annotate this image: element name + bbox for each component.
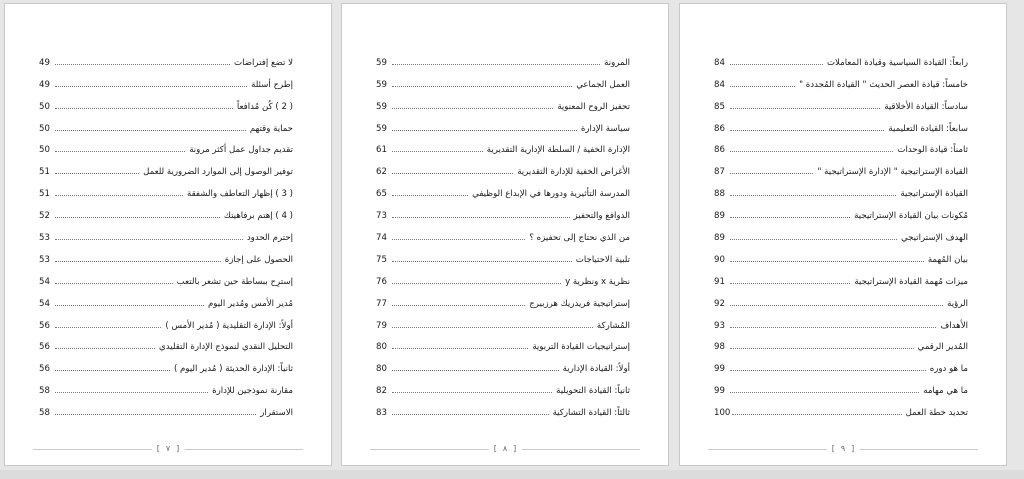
dot-leader (392, 261, 572, 262)
toc-entry[interactable] (714, 134, 968, 156)
toc-entry-page-number: 65 (376, 189, 387, 200)
toc-entry-page-number: 86 (714, 145, 725, 156)
toc-entry-page-number: 50 (39, 145, 50, 156)
toc-entry-page-number: 80 (376, 342, 387, 353)
dot-leader (55, 283, 173, 284)
toc-entry-page-number: 83 (376, 408, 387, 419)
toc-entry[interactable] (39, 243, 293, 265)
toc-entry-page-number: 50 (39, 123, 50, 134)
toc-entry-page-number: 49 (39, 57, 50, 68)
dot-leader (732, 414, 901, 415)
page-number: [ ٧ ] (152, 442, 185, 456)
toc-entry-page-number: 59 (376, 123, 387, 134)
toc-entry[interactable] (376, 46, 630, 68)
dot-leader (730, 151, 893, 152)
toc-entry-page-number: 100 (714, 408, 731, 419)
toc-entry-page-number: 59 (376, 57, 387, 68)
toc-entry-title: المرونة (604, 57, 630, 68)
dot-leader (55, 370, 170, 371)
toc-entry[interactable] (714, 352, 968, 374)
dot-leader (55, 86, 247, 87)
dot-leader (392, 217, 570, 218)
toc-entry-title: القيادة الإستراتيجية (900, 189, 968, 200)
dot-leader (730, 130, 884, 131)
dot-leader (730, 173, 813, 174)
toc-entry[interactable] (376, 265, 630, 287)
toc-list (714, 46, 968, 418)
toc-entry-page-number: 91 (714, 276, 725, 287)
toc-entry-title: ثامناً: قيادة الوحدات (897, 145, 968, 156)
page-number: [ ٩ ] (827, 442, 860, 456)
dot-leader (55, 414, 256, 415)
toc-entry[interactable] (376, 331, 630, 353)
dot-leader (392, 130, 577, 131)
toc-entry-page-number: 93 (714, 320, 725, 331)
dot-leader (392, 239, 525, 240)
dot-leader (730, 64, 823, 65)
toc-entry-title: تحديد خطة العمل (905, 408, 968, 419)
toc-entry[interactable] (714, 112, 968, 134)
toc-entry-title: ما هو دوره (929, 364, 968, 375)
toc-entry[interactable] (714, 396, 968, 418)
toc-entry-title: الأغراض الخفية للإدارة التقديرية (517, 167, 630, 178)
dot-leader (392, 414, 549, 415)
toc-entry-title: المُدير الرقمي (917, 342, 968, 353)
toc-entry[interactable] (714, 46, 968, 68)
toc-entry-page-number: 51 (39, 167, 50, 178)
toc-entry-title: مقارنة نموذجين للإدارة (212, 386, 293, 397)
dot-leader (730, 305, 943, 306)
toc-entry-title: الإدارة الخفية / السلطة الإدارية التقديرية (486, 145, 630, 156)
toc-entry-title: الحصول على إجازة (224, 254, 293, 265)
toc-list (39, 46, 293, 418)
toc-list (376, 46, 630, 418)
toc-entry-title: الاستقرار (260, 408, 293, 419)
toc-entry[interactable] (376, 90, 630, 112)
page-number: [ ٨ ] (489, 442, 522, 456)
toc-entry-title: المدرسة التأثيرية ودورها في الإبداع الوظيفي (472, 189, 630, 200)
toc-entry-title: ميزات مُهمة القيادة الإستراتيجية (854, 276, 968, 287)
toc-entry[interactable] (714, 221, 968, 243)
toc-entry-page-number: 90 (714, 254, 725, 265)
toc-entry-title: سياسة الإدارة (580, 123, 630, 134)
toc-entry[interactable] (39, 199, 293, 221)
toc-entry-page-number: 52 (39, 211, 50, 222)
toc-entry-page-number: 49 (39, 79, 50, 90)
toc-entry-title: الرؤية (947, 298, 968, 309)
toc-entry[interactable] (376, 243, 630, 265)
dot-leader (730, 327, 936, 328)
toc-entry-title: القيادة الإستراتيجية " الإدارة الإستراتيجية " (817, 167, 968, 178)
toc-entry[interactable] (39, 46, 293, 68)
toc-entry[interactable] (376, 309, 630, 331)
dot-leader (392, 392, 552, 393)
toc-entry-page-number: 99 (714, 364, 725, 375)
toc-entry-page-number: 56 (39, 320, 50, 331)
toc-entry-page-number: 84 (714, 57, 725, 68)
dot-leader (730, 217, 850, 218)
toc-entry-title: الهدف الإستراتيجي (900, 233, 968, 244)
toc-entry-title: إستراتيجية فريدريك هرزبيرج (529, 298, 630, 309)
toc-entry[interactable] (714, 90, 968, 112)
toc-entry-page-number: 59 (376, 79, 387, 90)
page-footer (370, 442, 640, 456)
toc-entry-page-number: 56 (39, 364, 50, 375)
toc-entry[interactable] (39, 374, 293, 396)
toc-entry[interactable] (714, 265, 968, 287)
toc-entry-page-number: 76 (376, 276, 387, 287)
toc-entry-page-number: 85 (714, 101, 725, 112)
toc-entry-title: أولاً: القيادة الإدارية (562, 364, 630, 375)
toc-entry[interactable] (39, 112, 293, 134)
toc-entry-page-number: 84 (714, 79, 725, 90)
toc-entry[interactable] (39, 287, 293, 309)
toc-entry-title: ثانياً: القيادة التحويلية (556, 386, 630, 397)
toc-entry-page-number: 61 (376, 145, 387, 156)
dot-leader (730, 86, 795, 87)
toc-entry-page-number: 54 (39, 298, 50, 309)
toc-entry-title: الدوافع والتحفيز (573, 211, 630, 222)
dot-leader (55, 392, 208, 393)
dot-leader (392, 305, 525, 306)
dot-leader (392, 173, 513, 174)
toc-entry[interactable] (376, 155, 630, 177)
toc-entry-page-number: 89 (714, 211, 725, 222)
toc-entry-title: العمل الجماعي (576, 79, 630, 90)
toc-entry-title: أولاً: الإدارة التقليدية ( مُدير الأمس ) (165, 320, 293, 331)
dot-leader (55, 327, 161, 328)
dot-leader (730, 239, 897, 240)
toc-page-middle (341, 3, 669, 466)
dot-leader (730, 370, 926, 371)
page-footer (708, 442, 978, 456)
toc-entry-title: ( 2 ) كُن مُدافعاً (236, 101, 293, 112)
toc-entry[interactable] (714, 374, 968, 396)
toc-entry[interactable] (39, 90, 293, 112)
toc-entry[interactable] (714, 287, 968, 309)
dot-leader (55, 239, 243, 240)
dot-leader (730, 195, 896, 196)
toc-entry-title: ( 3 ) إظهار التعاطف والشفقة (186, 189, 293, 200)
dot-leader (392, 283, 561, 284)
toc-entry[interactable] (376, 352, 630, 374)
toc-entry-page-number: 87 (714, 167, 725, 178)
toc-entry[interactable] (714, 331, 968, 353)
toc-entry-title: خامساً: قيادة العصر الحديث " القيادة المُجددة " (799, 79, 968, 90)
toc-entry-page-number: 79 (376, 320, 387, 331)
toc-entry[interactable] (39, 331, 293, 353)
dot-leader (730, 348, 914, 349)
toc-entry-title: حماية وقتهم (249, 123, 293, 134)
toc-entry-page-number: 80 (376, 364, 387, 375)
toc-entry-title: لا تضع إفتراضات (233, 57, 293, 68)
toc-entry-title: الأهداف (940, 320, 968, 331)
dot-leader (55, 64, 230, 65)
toc-entry-page-number: 53 (39, 233, 50, 244)
toc-entry-title: سادساً: القيادة الأخلاقية (884, 101, 968, 112)
toc-entry-page-number: 73 (376, 211, 387, 222)
toc-entry[interactable] (376, 374, 630, 396)
toc-entry-title: من الذي نحتاج إلى تحفيزه ؟ (529, 233, 630, 244)
toc-entry-title: إطرح أسئلة (251, 79, 293, 90)
dot-leader (392, 348, 528, 349)
toc-entry-title: إستراتيجيات القيادة التربوية (532, 342, 630, 353)
horizontal-scrollbar[interactable] (0, 470, 1024, 479)
toc-entry[interactable] (39, 177, 293, 199)
toc-entry[interactable] (376, 199, 630, 221)
toc-entry-page-number: 99 (714, 386, 725, 397)
toc-entry[interactable] (714, 155, 968, 177)
toc-entry-title: التحليل النقدي لنموذج الإدارة التقليدي (159, 342, 293, 353)
dot-leader (55, 217, 220, 218)
dot-leader (55, 348, 155, 349)
toc-entry-title: تقديم جداول عمل أكثر مرونة (189, 145, 293, 156)
toc-entry[interactable] (39, 155, 293, 177)
toc-entry-title: بيان المُهمة (927, 254, 968, 265)
toc-entry[interactable] (39, 134, 293, 156)
toc-entry[interactable] (376, 287, 630, 309)
toc-entry[interactable] (714, 199, 968, 221)
toc-entry-title: إسترِح ببساطة حين تشعر بالتعب (176, 276, 293, 287)
toc-entry-page-number: 59 (376, 101, 387, 112)
toc-entry-page-number: 74 (376, 233, 387, 244)
toc-page-right (679, 3, 1007, 466)
toc-entry[interactable] (39, 68, 293, 90)
toc-entry[interactable] (39, 396, 293, 418)
dot-leader (55, 195, 183, 196)
toc-entry-title: المُشاركة (596, 320, 630, 331)
toc-entry[interactable] (39, 221, 293, 243)
dot-leader (55, 130, 246, 131)
toc-entry-page-number: 58 (39, 386, 50, 397)
toc-entry[interactable] (376, 177, 630, 199)
toc-entry-title: ثانياً: الإدارة الحديثة ( مُدير اليوم ) (173, 364, 293, 375)
toc-entry-page-number: 89 (714, 233, 725, 244)
toc-entry-page-number: 56 (39, 342, 50, 353)
dot-leader (55, 151, 185, 152)
toc-entry[interactable] (376, 134, 630, 156)
toc-entry-page-number: 58 (39, 408, 50, 419)
toc-entry-page-number: 75 (376, 254, 387, 265)
toc-entry-title: رابعاً: القيادة السياسية وقيادة المعاملات (826, 57, 968, 68)
toc-entry-page-number: 50 (39, 101, 50, 112)
toc-entry[interactable] (376, 68, 630, 90)
toc-entry[interactable] (376, 112, 630, 134)
toc-entry[interactable] (714, 68, 968, 90)
toc-entry-title: ( 4 ) إهتم برفاهيتك (223, 211, 293, 222)
toc-entry-page-number: 82 (376, 386, 387, 397)
toc-entry[interactable] (39, 309, 293, 331)
toc-entry-title: مُدير الأمس ومُدير اليوم (207, 298, 293, 309)
dot-leader (392, 370, 559, 371)
toc-entry-page-number: 62 (376, 167, 387, 178)
toc-entry-title: سابعاً: القيادة التعليمية (888, 123, 968, 134)
dot-leader (730, 392, 919, 393)
toc-entry-title: توفير الوصول إلى الموارد الضرورية للعمل (143, 167, 293, 178)
dot-leader (55, 305, 204, 306)
dot-leader (392, 64, 600, 65)
toc-entry-title: ثالثاً: القيادة التشاركية (552, 408, 630, 419)
dot-leader (55, 173, 139, 174)
dot-leader (392, 108, 553, 109)
toc-entry-title: مُكونات بيان القيادة الإستراتيجية (854, 211, 968, 222)
toc-entry-page-number: 51 (39, 189, 50, 200)
dot-leader (730, 283, 850, 284)
toc-entry[interactable] (376, 221, 630, 243)
toc-entry-page-number: 92 (714, 298, 725, 309)
toc-entry[interactable] (39, 352, 293, 374)
toc-entry-title: تحفيز الروح المعنوية (557, 101, 630, 112)
toc-entry-title: نظرية x ونظرية y (565, 276, 630, 287)
page-footer (33, 442, 303, 456)
dot-leader (730, 108, 880, 109)
dot-leader (392, 327, 593, 328)
dot-leader (730, 261, 924, 262)
dot-leader (392, 195, 468, 196)
toc-entry[interactable] (714, 177, 968, 199)
toc-entry-page-number: 86 (714, 123, 725, 134)
toc-entry[interactable] (714, 243, 968, 265)
toc-page-left (4, 3, 332, 466)
toc-entry-page-number: 88 (714, 189, 725, 200)
dot-leader (392, 151, 483, 152)
toc-entry-title: إحترم الحدود (246, 233, 293, 244)
dot-leader (392, 86, 572, 87)
toc-entry-title: تلبية الاحتياجات (575, 254, 630, 265)
toc-entry-page-number: 53 (39, 254, 50, 265)
toc-entry-page-number: 54 (39, 276, 50, 287)
toc-entry[interactable] (376, 396, 630, 418)
dot-leader (55, 261, 221, 262)
dot-leader (55, 108, 233, 109)
toc-entry-page-number: 77 (376, 298, 387, 309)
toc-entry[interactable] (714, 309, 968, 331)
toc-entry[interactable] (39, 265, 293, 287)
toc-entry-page-number: 98 (714, 342, 725, 353)
toc-entry-title: ما هي مهامه (923, 386, 968, 397)
